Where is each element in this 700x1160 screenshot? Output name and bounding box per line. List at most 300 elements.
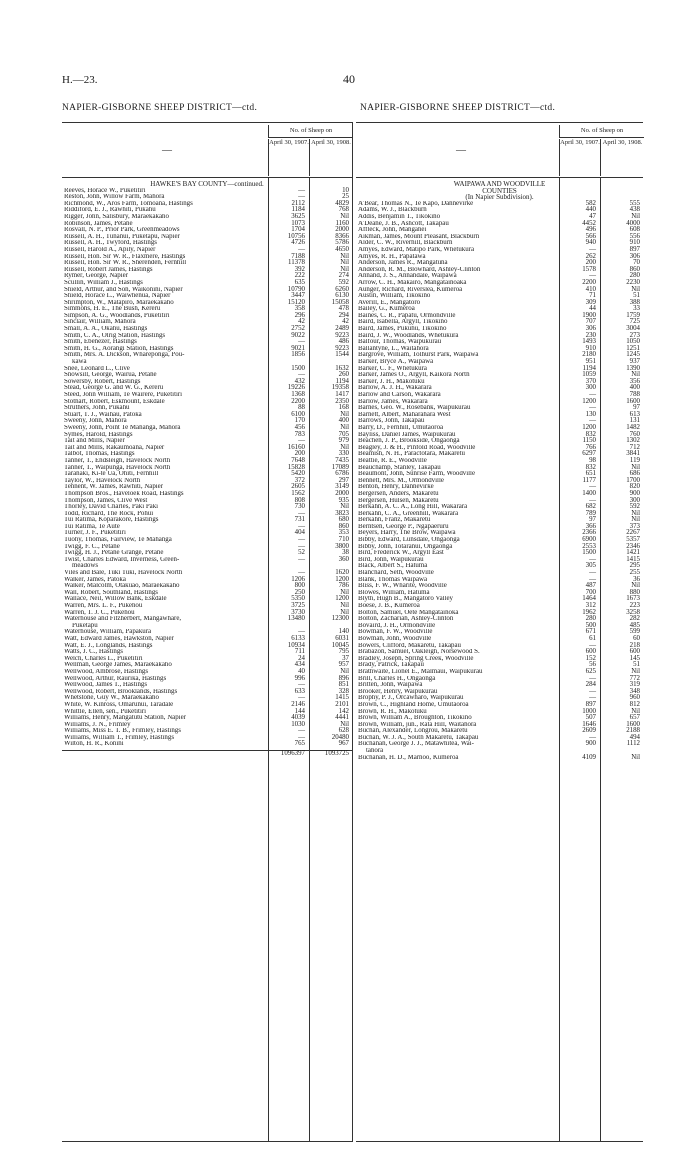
table-row <box>356 676 643 683</box>
table-row <box>62 385 352 392</box>
table-row <box>62 649 352 656</box>
table-row <box>356 755 643 762</box>
sheep-1907: 61 <box>589 634 596 642</box>
sheep-1907: 496 <box>585 226 596 234</box>
sheep-1908: 12300 <box>331 615 349 623</box>
owner-name: Stothart, Robert, Eskmount, Eskdale <box>64 398 165 405</box>
owner-name: Barry, D., Fernhill, Umutaoroa <box>358 424 444 431</box>
owner-name: Thorley, David Charles, Paki Paki <box>64 504 159 511</box>
sheep-1907: 6100 <box>291 410 305 418</box>
sheep-1908: 1200 <box>335 595 349 603</box>
sheep-1907: 24 <box>298 654 305 662</box>
sheep-1908: 710 <box>338 536 349 544</box>
sheep-1908: 820 <box>629 483 640 491</box>
sheep-1907: 4452 <box>582 219 596 227</box>
sheep-1908: 142 <box>338 707 349 715</box>
table-row <box>62 544 352 551</box>
sheep-1907: 1856 <box>291 351 305 359</box>
table-row <box>356 498 643 505</box>
owner-name: Affleck, John, Mangahei <box>358 227 427 234</box>
sheep-1908: 97 <box>633 404 640 412</box>
owner-name: Baird, James, Pukuhu, Tikokino <box>358 326 447 333</box>
sheep-1908: 786 <box>338 582 349 590</box>
table-row <box>356 313 643 320</box>
table-row <box>356 221 643 228</box>
table-row <box>62 379 352 386</box>
table-row <box>62 188 352 195</box>
sheep-1907: 1578 <box>582 265 596 273</box>
owner-name: Viles and Bale, Tuki Tuki, Havelock North <box>64 570 183 577</box>
sheep-1907: 900 <box>585 740 596 748</box>
owner-name: Welch, Charles L., Puketitiri <box>64 655 143 662</box>
sheep-1908: 438 <box>629 206 640 214</box>
sheep-1908: Nil <box>631 516 640 524</box>
sheep-1908: 960 <box>629 694 640 702</box>
owner-name: Wilton, H. R., Konini <box>64 741 124 748</box>
sheep-1907: 410 <box>585 285 596 293</box>
owner-name: Williams, J. N., Frimley <box>64 721 131 728</box>
table-row <box>356 359 643 366</box>
sheep-1908: 38 <box>342 549 349 557</box>
table-row <box>356 201 643 208</box>
sheep-1907: 2112 <box>291 199 305 207</box>
sheep-1908: 168 <box>338 404 349 412</box>
owner-name: Scullin, William J., Hastings <box>64 279 143 286</box>
sheep-1908: 1759 <box>626 311 640 319</box>
owner-name: Waterhouse and Fitzherbert, Mangawhare, <box>64 616 182 623</box>
sheep-1907: 15120 <box>287 298 305 306</box>
owner-name: Bird, John, Waipukurau <box>358 556 424 563</box>
sheep-1907: 3625 <box>291 212 305 220</box>
table-row <box>62 465 352 472</box>
sheep-1908: Nil <box>340 588 349 596</box>
table-row <box>356 583 643 590</box>
table-row <box>62 570 352 577</box>
table-row <box>62 728 352 735</box>
owner-name: Smith, H. G., Aorangi Station, Hastings <box>64 345 174 352</box>
sheep-1907: — <box>298 193 305 201</box>
table-row <box>356 207 643 214</box>
sheep-1907: 1000 <box>582 707 596 715</box>
owner-name: Amyes, R. H., Papatawa <box>358 253 426 260</box>
sheep-1908: 3258 <box>626 608 640 616</box>
page-code: H.—23. <box>62 74 98 86</box>
table-row <box>356 399 643 406</box>
sheep-1908: 935 <box>338 496 349 504</box>
sheep-1907: 1206 <box>291 575 305 583</box>
owner-name: Blyth, Hugh B., Mangatoro Valley <box>358 596 453 603</box>
left-sheep-count-header: No. of Sheep on <box>268 125 353 138</box>
right-name-column-header: — <box>456 145 466 156</box>
sheep-1908: 556 <box>629 232 640 240</box>
sheep-1907: 130 <box>585 410 596 418</box>
table-row <box>356 405 643 412</box>
sheep-1907: 707 <box>585 318 596 326</box>
right-table-header <box>356 123 643 178</box>
sheep-1907: 700 <box>585 588 596 596</box>
sheep-1908: 5357 <box>626 536 640 544</box>
owner-name: Brown, C., Highland Home, Umutaoroa <box>358 701 469 708</box>
sheep-1907: 1194 <box>582 364 596 372</box>
sheep-1907: 1184 <box>291 206 305 214</box>
table-row <box>356 557 643 564</box>
owner-name: Smith, C. A., Olrig Station, Hastings <box>64 332 166 339</box>
sheep-1908: 145 <box>629 654 640 662</box>
sheep-1907: 731 <box>294 516 305 524</box>
sheep-1908: Nil <box>340 608 349 616</box>
table-row <box>356 735 643 742</box>
table-row <box>356 478 643 485</box>
left-title: NAPIER-GISBORNE SHEEP DISTRICT—ctd. <box>62 103 258 113</box>
table-row <box>62 306 352 313</box>
table-row <box>356 649 643 656</box>
owner-name: Thompson Bros., Haveloek Road, Hastings <box>64 490 184 497</box>
sheep-1907: 4726 <box>291 239 305 247</box>
owner-name: Wellwood, Arthur, Raurika, Hastings <box>64 675 167 682</box>
table-row <box>356 379 643 386</box>
owner-name: Bennett, Mrs. M., Ormondville <box>358 477 444 484</box>
sheep-1908: 608 <box>629 226 640 234</box>
sheep-1907: — <box>298 727 305 735</box>
table-row <box>356 524 643 531</box>
table-row <box>356 643 643 650</box>
table-row <box>62 603 352 610</box>
owner-name: Warren, Mrs. L. F., Pukehou <box>64 603 143 609</box>
sheep-1907: 13480 <box>287 615 305 623</box>
sheep-1908: 255 <box>629 569 640 577</box>
right-table <box>356 122 643 1142</box>
table-row <box>62 563 352 570</box>
table-row <box>62 524 352 531</box>
sheep-1908: 3004 <box>626 325 640 333</box>
owner-name: Russell, A. H., Tunanui, Puketapu, Napier <box>64 233 180 240</box>
owner-name: Berkahn, A. C. A., Long Hill, Wakarara <box>358 504 468 511</box>
owner-name: Reeves, Horace W., Puketitiri <box>64 187 146 194</box>
table-row <box>62 319 352 326</box>
owner-name: Alder, C. W., Riverhill, Blackburn <box>358 240 453 247</box>
sheep-1907: 1562 <box>291 489 305 497</box>
sheep-1908: 4441 <box>335 714 349 722</box>
section-heading: COUNTIES <box>482 187 517 195</box>
owner-name: Barker, J. H., Makotuku <box>358 378 425 385</box>
table-row <box>62 643 352 650</box>
sheep-1907: 730 <box>294 503 305 511</box>
sheep-1908: 1160 <box>335 219 349 227</box>
owner-name: Bird, Frederick W., Argyll East <box>358 550 444 557</box>
sheep-1907: 1493 <box>582 338 596 346</box>
sheep-1907: — <box>589 272 596 280</box>
owner-name: Walker, James, Patoka <box>64 576 126 583</box>
table-row <box>356 669 643 676</box>
sheep-1907: 312 <box>585 602 596 609</box>
sheep-1907: 1464 <box>582 595 596 603</box>
sheep-1908: 2489 <box>335 325 349 333</box>
sheep-1907: 2605 <box>291 483 305 491</box>
owner-name: Buchan, W. J. A., South Makaretu, Takapau <box>358 734 479 741</box>
sheep-1907: — <box>589 417 596 425</box>
table-row <box>356 656 643 663</box>
table-row <box>62 662 352 669</box>
sheep-1907: 1962 <box>582 608 596 616</box>
sheep-1908: 70 <box>633 259 640 267</box>
sheep-1908: 910 <box>629 239 640 247</box>
sheep-1908: 25 <box>342 193 349 201</box>
table-row <box>62 451 352 458</box>
owner-name: Whetstone, Guy W., Maraekakaho <box>64 695 159 702</box>
table-row <box>62 583 352 590</box>
sheep-1907: 6900 <box>582 536 596 544</box>
sheep-1907: 566 <box>585 232 596 240</box>
right-date2-header: April 30, 1908. <box>600 139 644 176</box>
owner-name: Berkahn, Franz, Makaretu <box>358 517 431 524</box>
sheep-1908: 600 <box>629 648 640 656</box>
owner-name: Beauchamp, Stanley, Takapau <box>358 464 441 471</box>
left-table-header <box>62 123 352 178</box>
owner-name: Brill, Charles H., Ongaonga <box>358 675 436 682</box>
table-row <box>356 616 643 623</box>
owner-name: Todd, Richard, The Rock, Pohui <box>64 510 154 517</box>
owner-name: tahora <box>366 748 384 755</box>
table-row <box>62 313 352 320</box>
sheep-1907: — <box>589 733 596 741</box>
table-row <box>62 287 352 294</box>
sheep-1908: 373 <box>629 522 640 530</box>
table-row <box>62 260 352 267</box>
sheep-1908: 42 <box>342 318 349 326</box>
sheep-1907: 56 <box>589 661 596 669</box>
sheep-1907: 10756 <box>287 232 305 240</box>
table-row <box>62 207 352 214</box>
sheep-1908: Nil <box>631 285 640 293</box>
sheep-1907: — <box>298 681 305 689</box>
table-row <box>62 590 352 597</box>
section-heading: (In Napier Subdivision). <box>465 194 534 201</box>
table-row <box>356 722 643 729</box>
sheep-1908: 705 <box>338 430 349 438</box>
table-row <box>356 741 643 748</box>
table-row <box>62 366 352 373</box>
table-row <box>356 537 643 544</box>
owner-name: Thompson, James, Clive West <box>64 497 148 504</box>
sheep-1908: 348 <box>629 687 640 695</box>
table-row <box>356 392 643 399</box>
sheep-1908: 294 <box>338 311 349 319</box>
sheep-1907: 300 <box>585 384 596 392</box>
table-row <box>62 267 352 274</box>
owner-name: Black, Albert S., Hatuma <box>358 563 428 570</box>
sheep-1907: — <box>589 555 596 563</box>
sheep-1908: 4650 <box>335 245 349 253</box>
table-row <box>356 418 643 425</box>
sheep-1907: 2752 <box>291 325 305 333</box>
owner-name: Rosvall, N. P., Prior Park, Greenmeadows <box>64 227 180 234</box>
sheep-1908: Nil <box>340 423 349 431</box>
owner-name: Bliss, F. W., Wharite, Woodville <box>358 583 447 590</box>
sheep-1907: 1150 <box>582 437 596 445</box>
sheep-1908: 628 <box>338 727 349 735</box>
page-number: 40 <box>343 72 355 86</box>
sheep-1907: 500 <box>585 621 596 629</box>
sheep-1908: 1112 <box>626 740 640 748</box>
sheep-1907: 222 <box>294 272 305 280</box>
sheep-1908: 485 <box>629 621 640 629</box>
sheep-1907: 284 <box>585 681 596 689</box>
table-row <box>356 194 643 201</box>
sheep-1907: 47 <box>589 212 596 220</box>
owner-name: Brophy, P. J., Orcawharo, Waipukurau <box>358 695 464 702</box>
sheep-1908: Nil <box>631 463 640 471</box>
sheep-1908: 2000 <box>335 489 349 497</box>
owner-name: Addis, Benjamin T., Tikokino <box>358 213 441 220</box>
owner-name: Arrow, C. H., Makairo, Mangatainoaka <box>358 279 467 286</box>
sheep-1908: 1050 <box>626 338 640 346</box>
table-row <box>62 557 352 564</box>
owner-name: Barker, C. F., Whetukura <box>358 365 427 372</box>
table-row <box>356 366 643 373</box>
sheep-1907: — <box>589 694 596 702</box>
table-row <box>356 636 643 643</box>
table-row <box>62 636 352 643</box>
owner-name: Sowersby, Robert, Hastings <box>64 378 141 385</box>
owner-name: Richmond, W., Aros Farm, Tomoana, Hastings <box>64 200 193 207</box>
owner-name: Beaumont, John, Sunrise Farm, Woodville <box>358 471 476 478</box>
owner-name: Bargrove, William, Tolhurst Park, Waipawa <box>358 352 479 359</box>
owner-name: Warren, T. J. C., Pukehou <box>64 609 135 616</box>
owner-name: Shield, Horace L., Waiwhenua, Napier <box>64 293 171 300</box>
sheep-1907: 600 <box>585 648 596 656</box>
owner-name: Barlow, James, Wakarara <box>358 398 428 405</box>
sheep-1907: 832 <box>585 463 596 471</box>
table-row <box>62 537 352 544</box>
table-row <box>62 702 352 709</box>
sheep-1907: — <box>298 186 305 194</box>
owner-name: Watt, E. J., Longlands, Hastings <box>64 642 153 649</box>
sheep-1908: 60 <box>633 634 640 642</box>
sheep-1908: 20480 <box>331 733 349 741</box>
owner-name: Averill, E., Mangatoro <box>358 299 421 306</box>
owner-name: Robinson, James, Petane <box>64 220 133 227</box>
sheep-1907: 372 <box>294 476 305 484</box>
owner-name: Buchanan, H. D., Marnoo, Kumeroa <box>358 754 459 761</box>
table-row <box>62 623 352 630</box>
sheep-1907: — <box>589 391 596 398</box>
table-row <box>356 287 643 294</box>
owner-name: Shrimpton, W., Matapiro, Maraekakaho <box>64 299 174 306</box>
sheep-1908: 6031 <box>335 634 349 642</box>
sheep-1908: 3800 <box>335 542 349 550</box>
owner-name: Barker, James O., Argyll, Kaikora North <box>358 372 470 379</box>
sheep-1908: 51 <box>633 292 640 300</box>
table-row <box>356 273 643 280</box>
owner-name: meadows <box>72 563 99 570</box>
owner-name: Watt, Edward James, Hawkston, Napier <box>64 635 174 642</box>
sheep-1908: 1600 <box>626 720 640 728</box>
table-row <box>62 432 352 439</box>
table-row <box>62 498 352 505</box>
owner-name: Brown, William A., Broughton, Tikokino <box>358 715 472 722</box>
owner-name: Rigger, John, Salisbury, Maraekakaho <box>64 213 169 220</box>
table-row <box>62 458 352 465</box>
table-row <box>62 359 352 366</box>
owner-name: Beagley, J. & H., Pinfold Road, Woodville <box>358 444 476 451</box>
owner-name: Simpson, A. G., Woodlands, Puketitiri <box>64 312 170 319</box>
section-heading: HAWKE'S BAY COUNTY—continued. <box>150 181 264 188</box>
owner-name: Britten, John, Waipawa <box>358 682 423 689</box>
sheep-1908: 3841 <box>626 450 640 458</box>
table-row <box>356 214 643 221</box>
sheep-1907: — <box>589 575 596 583</box>
sheep-1907: 651 <box>585 470 596 478</box>
sheep-1908: 486 <box>338 338 349 346</box>
sheep-1908: 812 <box>629 700 640 708</box>
sheep-1908: 2230 <box>626 278 640 286</box>
owner-name: Twist, Charles Edward, Inverness, Green- <box>64 556 180 563</box>
sheep-1908: 1417 <box>335 391 349 398</box>
sheep-1908: 1421 <box>626 549 640 557</box>
table-row <box>62 412 352 419</box>
sheep-1908: 1700 <box>626 476 640 484</box>
owner-name: Anderson, James R., Mangatuna <box>358 260 448 267</box>
sheep-1908: 218 <box>629 641 640 649</box>
sheep-1908: 223 <box>629 602 640 609</box>
owner-name: Berntsen, George P., Ngapaeruru <box>358 523 449 530</box>
sheep-1907: 306 <box>585 325 596 333</box>
table-row <box>356 715 643 722</box>
sheep-1907: 88 <box>298 404 305 412</box>
table-row <box>356 577 643 584</box>
table-row <box>356 504 643 511</box>
sheep-1907: 432 <box>294 377 305 385</box>
sheep-1907: 4039 <box>291 714 305 722</box>
table-row <box>62 616 352 623</box>
sheep-1907: 98 <box>589 456 596 464</box>
table-row <box>356 590 643 597</box>
owner-name: Wall, Robert, Southland, Hastings <box>64 589 158 596</box>
owner-name: Tui Ratima, Koparakore, Hastings <box>64 517 159 524</box>
owner-name: Snee, Leonard L., Clive <box>64 365 130 372</box>
sheep-1907: 7188 <box>291 252 305 260</box>
sheep-1907: 392 <box>294 265 305 273</box>
table-row <box>62 550 352 557</box>
sheep-1908: 400 <box>629 384 640 392</box>
right-date1-header: April 30, 1907. <box>559 139 600 176</box>
table-row <box>356 471 643 478</box>
sheep-1908: 851 <box>338 681 349 689</box>
sheep-1907: — <box>298 437 305 445</box>
sheep-1908: 2267 <box>626 529 640 537</box>
sheep-1908: 712 <box>629 443 640 451</box>
owner-name: Williams, Henry, Mangatutu Station, Napier <box>64 715 186 722</box>
sheep-1908: 295 <box>629 562 640 570</box>
table-row <box>62 392 352 399</box>
sheep-1907: 6297 <box>582 450 596 458</box>
sheep-1908: Nil <box>340 667 349 675</box>
sheep-1907: 2146 <box>291 700 305 708</box>
owner-name: Watts, J. C., Hastings <box>64 649 123 656</box>
table-row <box>356 181 643 188</box>
sheep-1908: 15058 <box>331 298 349 306</box>
owner-name: Struthers, John, Pukahu <box>64 405 130 412</box>
sheep-1908: 937 <box>629 358 640 366</box>
right-table-body <box>356 181 643 761</box>
owner-name: Russell, A. H., Twyford, Hastings <box>64 240 157 247</box>
table-row <box>62 669 352 676</box>
sheep-1908: Nil <box>340 602 349 609</box>
sheep-1908: Nil <box>631 753 640 761</box>
owner-name: Aikman, James, Mount Pleasant, Blackburn <box>358 233 480 240</box>
table-row <box>356 511 643 518</box>
sheep-1907: 1200 <box>582 397 596 405</box>
